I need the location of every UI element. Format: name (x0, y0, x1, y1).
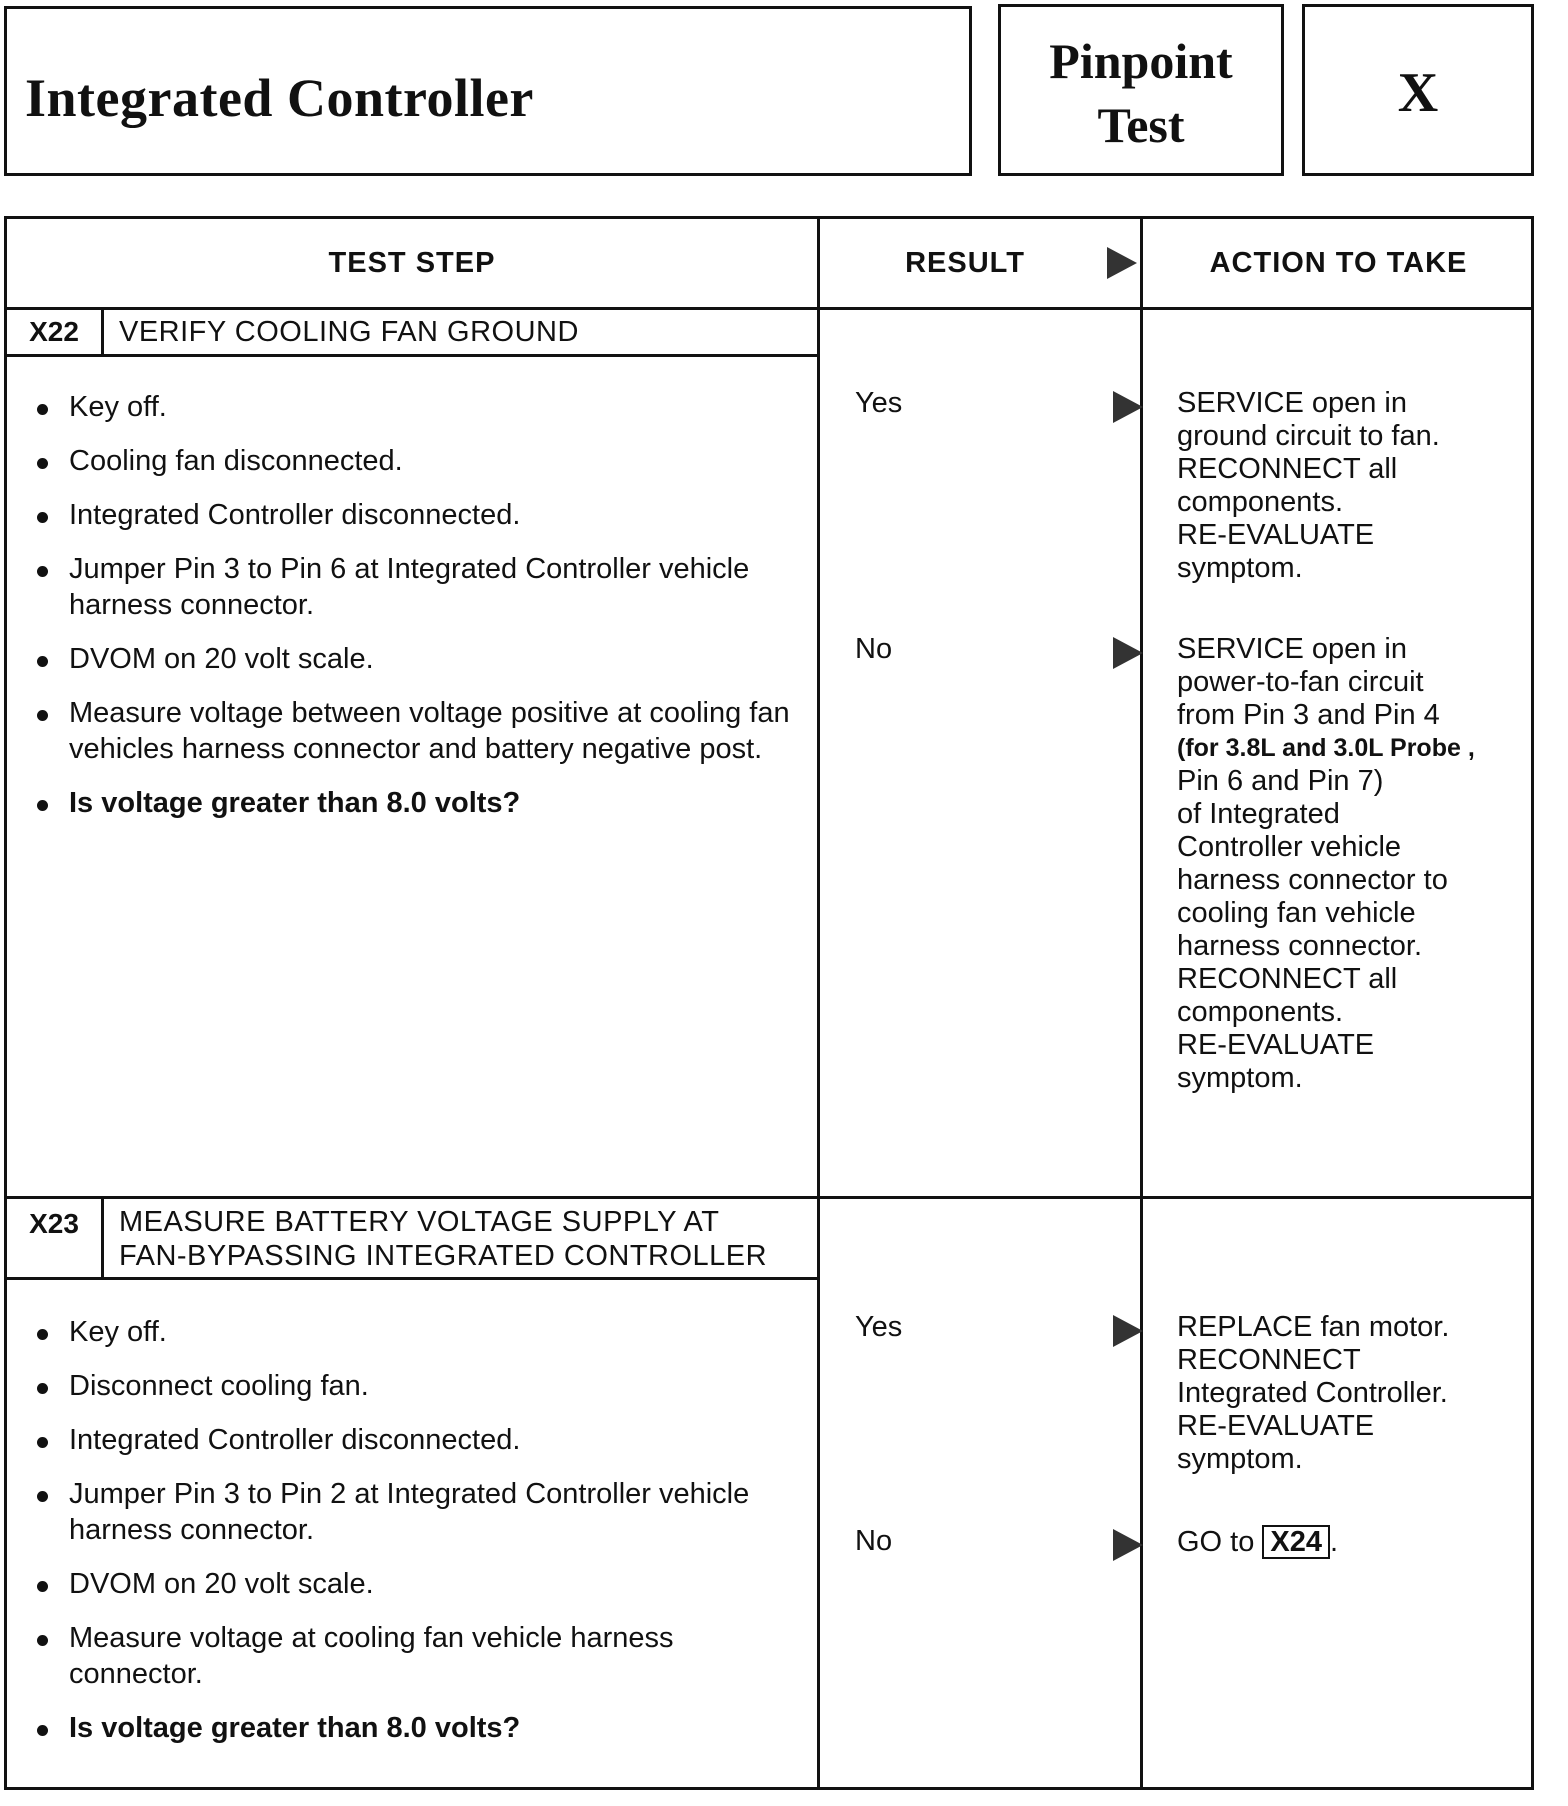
action-x22-yes (1177, 387, 1517, 585)
page-title: Integrated Controller (25, 68, 534, 128)
action-line: Controller vehicle (1177, 831, 1402, 863)
action-line: symptom. (1177, 1443, 1303, 1475)
instruction-question: Is voltage greater than 8.0 volts? (37, 785, 797, 821)
action-line: symptom. (1177, 552, 1303, 584)
result-arrow-icon (1113, 1529, 1143, 1561)
action-period: . (1330, 1526, 1339, 1558)
action-line: of Integrated (1177, 798, 1340, 830)
step-header-underline (7, 1277, 817, 1280)
instruction-item: Measure voltage between voltage positive at cooling fan vehicles harness connector and battery negative post. (37, 695, 797, 767)
pinpoint-line-2: Test (1097, 97, 1185, 153)
action-line: power-to-fan circuit (1177, 666, 1424, 698)
action-go-to: GO to (1177, 1526, 1255, 1558)
step-title-line: FAN-BYPASSING INTEGRATED CONTROLLER (119, 1240, 768, 1272)
step-x22-instructions (37, 389, 797, 839)
result-no: No (855, 633, 893, 665)
result-arrow-icon (1107, 247, 1137, 279)
column-header-result: RESULT (905, 247, 1025, 279)
action-line: RECONNECT (1177, 1344, 1361, 1376)
step-reference-x24[interactable]: X24 (1262, 1525, 1330, 1559)
column-header-test-step: TEST STEP (328, 247, 496, 279)
column-header-action: ACTION TO TAKE (1209, 247, 1468, 279)
section-letter: X (1397, 62, 1439, 124)
step-id: X23 (29, 1208, 79, 1239)
action-line: REPLACE fan motor. (1177, 1311, 1450, 1343)
section-box (1302, 4, 1534, 176)
action-x23-no (1177, 1525, 1517, 1559)
step-id-divider (101, 310, 104, 354)
instruction-item: Cooling fan disconnected. (37, 443, 797, 479)
step-x23-instructions (37, 1314, 797, 1764)
pinpoint-test-box (998, 4, 1284, 176)
step-header-underline (7, 354, 817, 357)
action-line: cooling fan vehicle (1177, 897, 1416, 929)
action-line: from Pin 3 and Pin 4 (1177, 699, 1440, 731)
pinpoint-line-1: Pinpoint (1049, 33, 1233, 89)
step-title-line: VERIFY COOLING FAN GROUND (119, 316, 579, 348)
action-line: components. (1177, 486, 1344, 518)
result-arrow-icon (1113, 391, 1143, 423)
instruction-item: Integrated Controller disconnected. (37, 1422, 797, 1458)
action-line: harness connector to (1177, 864, 1448, 896)
step-title (119, 315, 579, 349)
instruction-question: Is voltage greater than 8.0 volts? (37, 1710, 797, 1746)
step-title-line: MEASURE BATTERY VOLTAGE SUPPLY AT (119, 1206, 720, 1238)
instruction-item: Jumper Pin 3 to Pin 6 at Integrated Controller vehicle harness connector. (37, 551, 797, 623)
step-header-x23 (7, 1199, 819, 1277)
instruction-item: DVOM on 20 volt scale. (37, 1566, 797, 1602)
instruction-item: Jumper Pin 3 to Pin 2 at Integrated Controller vehicle harness connector. (37, 1476, 797, 1548)
instruction-item: Key off. (37, 1314, 797, 1350)
action-note: (for 3.8L and 3.0L Probe , (1177, 734, 1475, 762)
action-line: harness connector. (1177, 930, 1423, 962)
instruction-item: Measure voltage at cooling fan vehicle harness connector. (37, 1620, 797, 1692)
step-id-divider (101, 1199, 104, 1277)
title-box (4, 6, 972, 176)
result-arrow-icon (1113, 1315, 1143, 1347)
step-header-x22 (7, 310, 819, 354)
action-line: RE-EVALUATE (1177, 519, 1375, 551)
action-line: Pin 6 and Pin 7) (1177, 765, 1384, 797)
result-arrow-icon (1113, 637, 1143, 669)
instruction-item: DVOM on 20 volt scale. (37, 641, 797, 677)
test-table (4, 216, 1534, 1790)
action-line: Integrated Controller. (1177, 1377, 1448, 1409)
action-line: SERVICE open in (1177, 387, 1407, 419)
step-title (119, 1205, 767, 1273)
action-line: RE-EVALUATE (1177, 1029, 1375, 1061)
pinpoint-test-label (1001, 29, 1281, 157)
action-line: symptom. (1177, 1062, 1303, 1094)
instruction-item: Integrated Controller disconnected. (37, 497, 797, 533)
step-id: X22 (29, 316, 79, 347)
action-line: RECONNECT all (1177, 963, 1398, 995)
result-yes: Yes (855, 1311, 903, 1343)
result-yes: Yes (855, 387, 903, 419)
action-line: ground circuit to fan. (1177, 420, 1440, 452)
instruction-item: Disconnect cooling fan. (37, 1368, 797, 1404)
action-x23-yes (1177, 1311, 1517, 1476)
action-line: RECONNECT all (1177, 453, 1398, 485)
action-line: RE-EVALUATE (1177, 1410, 1375, 1442)
action-line: SERVICE open in (1177, 633, 1407, 665)
column-divider-result (817, 219, 820, 1787)
result-no: No (855, 1525, 893, 1557)
instruction-item: Key off. (37, 389, 797, 425)
action-x22-no (1177, 633, 1517, 1095)
action-line: components. (1177, 996, 1344, 1028)
